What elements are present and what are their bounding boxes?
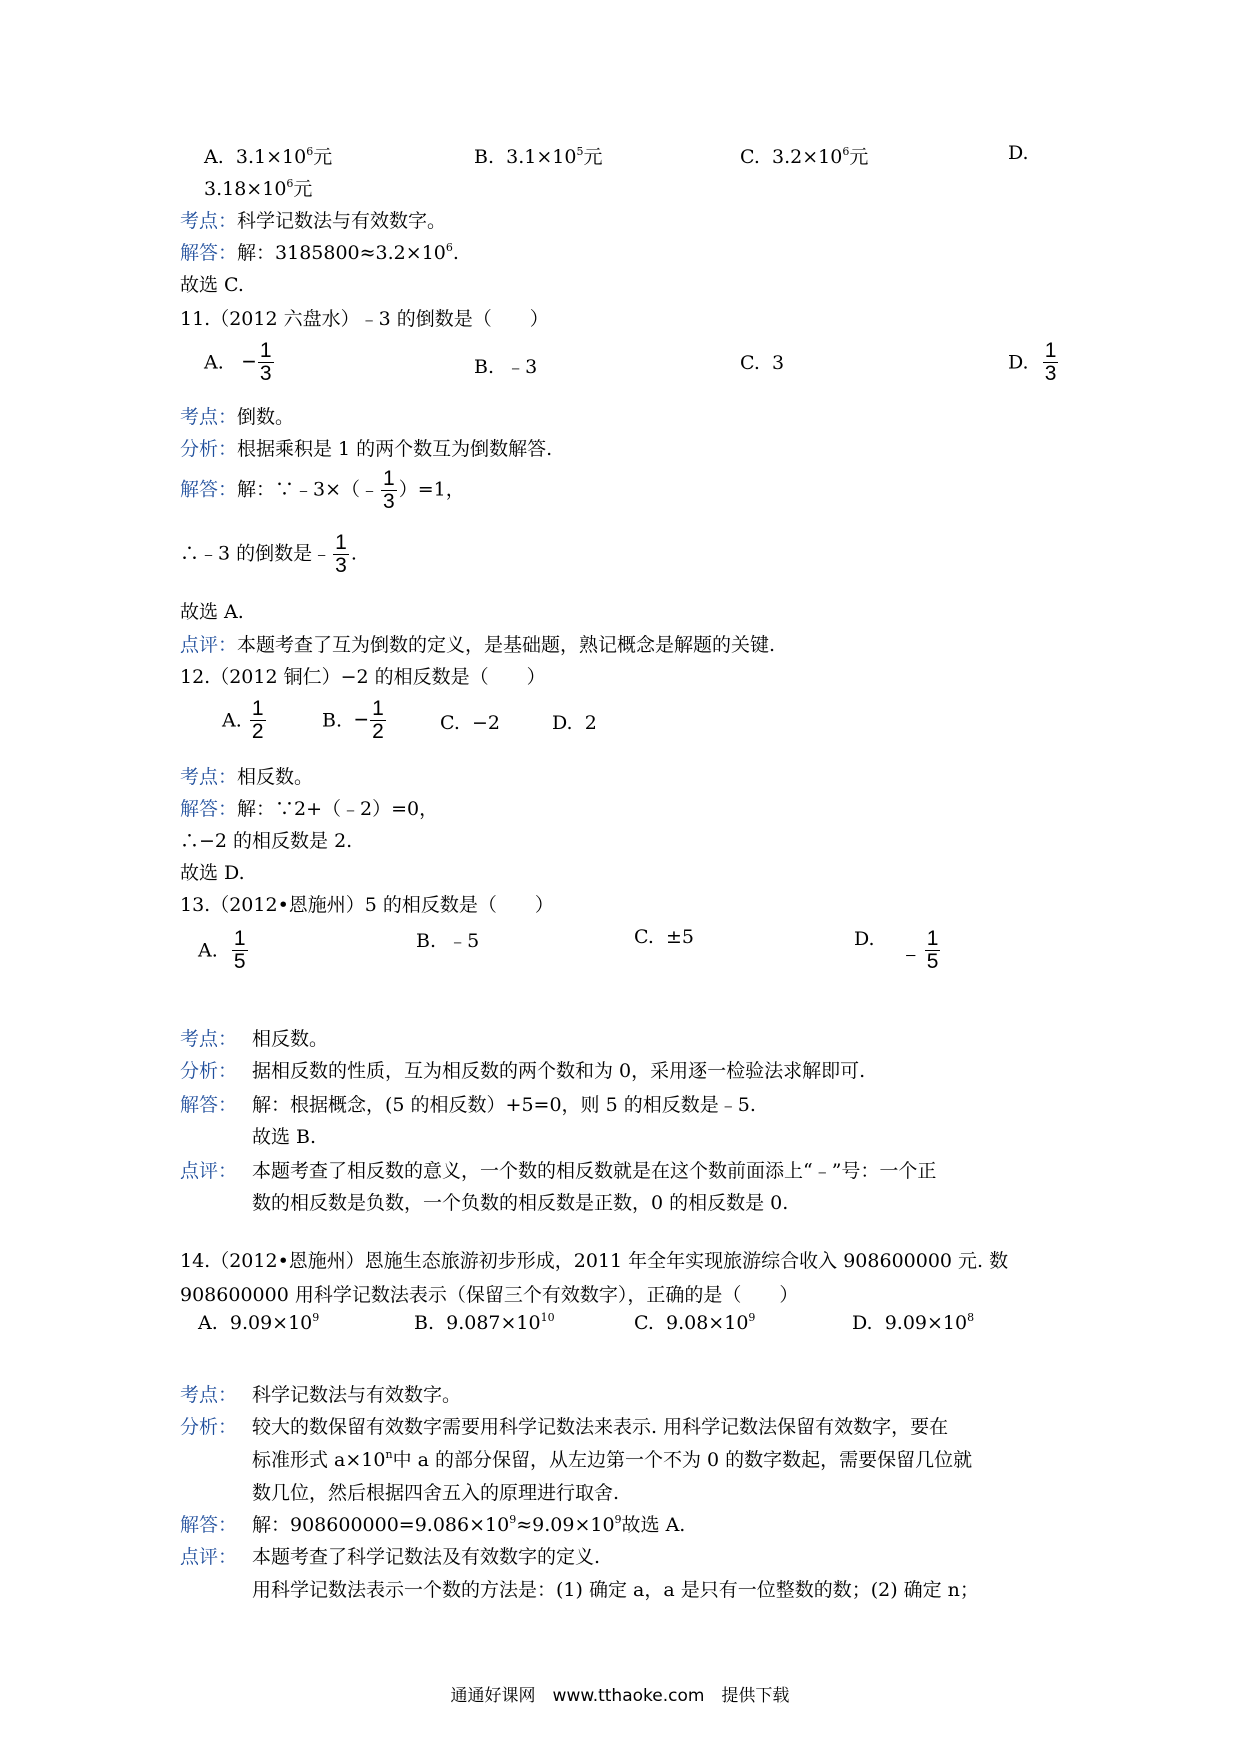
q10-option-d-label: D. — [1008, 142, 1029, 164]
q12-jieda: 解答：解：∵2+（﹣2）=0， — [180, 798, 439, 820]
q11-choice: 故选 A. — [180, 601, 244, 623]
q10-option-d-value: $3.18\times 10^6$元 — [204, 177, 313, 200]
q12-kaodian: 考点：相反数。 — [180, 766, 314, 788]
fraction: $\frac{1}{3}$ — [259, 339, 272, 385]
fraction: $\frac{1}{3}$ — [1044, 339, 1057, 385]
q14-dianping-line2: 用科学记数法表示一个数的方法是：(1) 确定 a，a 是只有一位整数的数；(2) 确定 n； — [252, 1579, 979, 1601]
q14-dianping: 点评： 本题考查了科学记数法及有效数字的定义. — [180, 1542, 600, 1569]
q12-title: 12.（2012 铜仁）−2 的相反数是（ ） — [180, 666, 546, 688]
q11-jieda-line2: ∴﹣3 的倒数是﹣ $\frac{1}{3}$ . — [180, 531, 357, 577]
q11-dianping: 点评：本题考查了互为倒数的定义，是基础题，熟记概念是解题的关键. — [180, 634, 776, 656]
q11-title: 11.（2012 六盘水）﹣3 的倒数是（ ） — [180, 308, 549, 330]
fraction: $\frac{1}{5}$ — [926, 927, 939, 973]
q10-option-c: C. $3.2\times 10^6$元 — [740, 145, 869, 168]
q10-option-b: B. $3.1\times 10^5$元 — [474, 145, 603, 168]
q11-option-b: B. ﹣3 — [474, 356, 538, 378]
q14-option-d: D. $9.09\times 10^8$ — [852, 1311, 975, 1334]
jieda-label: 解答： — [180, 1514, 238, 1536]
q13-option-c: C. ±5 — [634, 926, 695, 948]
q10-choice: 故选 C. — [180, 274, 244, 296]
q13-fenxi: 分析： 据相反数的性质，互为相反数的两个数和为 0，采用逐一检验法求解即可. — [180, 1056, 865, 1083]
q12-jieda-line2: ∴−2 的相反数是 2. — [180, 830, 353, 852]
q13-choice: 故选 B. — [252, 1126, 317, 1148]
q12-option-b: B. − $\frac{1}{2}$ — [322, 697, 384, 743]
q12-choice: 故选 D. — [180, 862, 245, 884]
q14-title-line2: 908600000 用科学记数法表示（保留三个有效数字），正确的是（ ） — [180, 1284, 799, 1306]
q13-dianping: 点评： 本题考查了相反数的意义，一个数的相反数就是在这个数前面添上“﹣”号：一个正 — [180, 1156, 936, 1183]
q14-fenxi: 分析： 较大的数保留有效数字需要用科学记数法来表示. 用科学记数法保留有效数字，要在 — [180, 1412, 948, 1439]
q14-title-line1: 14.（2012•恩施州）恩施生态旅游初步形成，2011 年全年实现旅游综合收入 908600000 元. 数 — [180, 1250, 1009, 1272]
q13-dianping-line2: 数的相反数是负数，一个负数的相反数是正数，0 的相反数是 0. — [252, 1192, 789, 1214]
q13-jieda: 解答： 解：根据概念，(5 的相反数）+5=0，则 5 的相反数是﹣5. — [180, 1090, 756, 1117]
q14-option-c: C. $9.08\times 10^9$ — [634, 1311, 756, 1334]
fraction: $\frac{1}{2}$ — [251, 697, 264, 743]
q13-option-a: A. $\frac{1}{5}$ — [198, 927, 246, 973]
fraction: $\frac{1}{5}$ — [233, 927, 246, 973]
q13-option-d: D. ﹣ $\frac{1}{5}$ — [854, 927, 939, 973]
jieda-label: 解答： — [180, 798, 238, 820]
q12-option-d: D. 2 — [552, 712, 597, 734]
q10-kaodian: 考点：科学记数法与有效数字。 — [180, 210, 447, 232]
q11-fenxi: 分析：根据乘积是 1 的两个数互为倒数解答. — [180, 438, 553, 460]
fenxi-label: 分析： — [180, 438, 238, 460]
q14-option-b: B. $9.087\times 10^{10}$ — [414, 1311, 555, 1334]
q11-option-c: C. 3 — [740, 352, 785, 374]
kaodian-label: 考点： — [180, 766, 238, 788]
q11-jieda: 解答：解：∵﹣3×（﹣ $\frac{1}{3}$ ）=1， — [180, 467, 465, 513]
q12-option-a: A. $\frac{1}{2}$ — [222, 697, 264, 743]
jieda-label: 解答： — [180, 478, 238, 501]
fraction: $\frac{1}{2}$ — [372, 697, 384, 743]
jieda-label: 解答： — [180, 242, 238, 264]
q10-option-a: A. $3.1\times 10^6$元 — [204, 145, 333, 168]
kaodian-label: 考点： — [180, 210, 238, 232]
fenxi-label: 分析： — [180, 1416, 238, 1438]
q14-option-a: A. $9.09\times 10^9$ — [198, 1311, 320, 1334]
q13-kaodian: 考点： 相反数。 — [180, 1024, 328, 1051]
q13-option-b: B. ﹣5 — [416, 930, 480, 952]
page-footer: 通通好课网 www.tthaoke.com 提供下载 — [450, 1686, 790, 1706]
q11-option-a: A. − $\frac{1}{3}$ — [204, 339, 272, 385]
q14-fenxi-line3: 数几位，然后根据四舍五入的原理进行取舍. — [252, 1482, 620, 1504]
q11-option-d: D. $\frac{1}{3}$ — [1008, 339, 1057, 385]
dianping-label: 点评： — [180, 1160, 238, 1182]
kaodian-label: 考点： — [180, 406, 238, 428]
fraction: $\frac{1}{3}$ — [335, 531, 347, 577]
q11-kaodian: 考点：倒数。 — [180, 406, 295, 428]
kaodian-label: 考点： — [180, 1384, 238, 1406]
dianping-label: 点评： — [180, 1546, 238, 1568]
fenxi-label: 分析： — [180, 1060, 238, 1082]
q12-option-c: C. −2 — [440, 712, 501, 734]
q14-jieda: 解答： 解：$908600000=9.086\times 10^9\approx 9.09\times 10^9$故选 A. — [180, 1510, 685, 1537]
jieda-label: 解答： — [180, 1094, 238, 1116]
q10-jieda: 解答：解：$3185800\approx 3.2\times 10^6$. — [180, 241, 459, 264]
dianping-label: 点评： — [180, 634, 238, 656]
q13-title: 13.（2012•恩施州）5 的相反数是（ ） — [180, 894, 554, 916]
fraction: $\frac{1}{3}$ — [383, 467, 395, 513]
q14-fenxi-line2: 标准形式 $a\times 10^n$中 a 的部分保留，从左边第一个不为 0 的数字数起，需要保留几位就 — [252, 1448, 973, 1471]
q14-kaodian: 考点： 科学记数法与有效数字。 — [180, 1380, 461, 1407]
kaodian-label: 考点： — [180, 1028, 238, 1050]
